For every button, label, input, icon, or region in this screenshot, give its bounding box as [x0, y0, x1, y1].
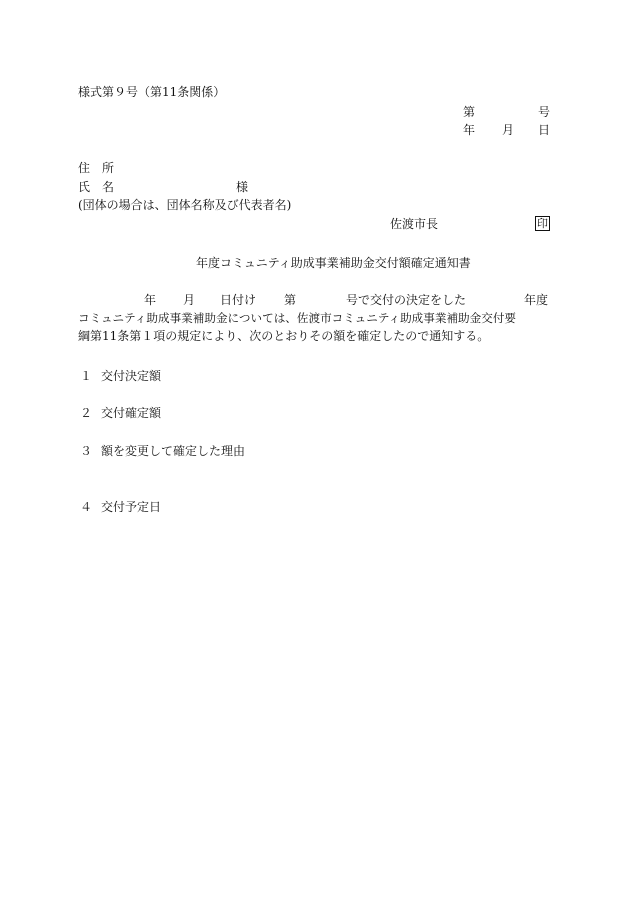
- item-2-label: 交付確定額: [101, 406, 162, 420]
- body-decision: 号で交付の決定をした: [346, 293, 467, 307]
- body-fiscal-year: 年度: [524, 293, 549, 307]
- seal-text: 印: [537, 217, 548, 230]
- item-4-label: 交付予定日: [101, 500, 162, 514]
- item-1-label: 交付決定額: [101, 369, 162, 383]
- body-line-2: コミュニティ助成事業補助金については、佐渡市コミュニティ助成事業補助金交付要: [78, 311, 517, 325]
- form-number: 様式第９号（第11条関係）: [78, 85, 226, 99]
- date-year: 年: [463, 123, 476, 137]
- body-year: 年: [144, 293, 157, 307]
- item-3-label: 額を変更して確定した理由: [101, 444, 246, 458]
- name-label: 氏 名: [78, 180, 115, 194]
- document-title: 年度コミュニティ助成事業補助金交付額確定通知書: [196, 256, 471, 270]
- honorific: 様: [236, 180, 249, 194]
- item-1-number: １: [80, 369, 93, 383]
- body-no: 第: [284, 293, 297, 307]
- item-3-number: ３: [80, 444, 93, 458]
- item-2-number: ２: [80, 406, 93, 420]
- group-note: (団体の場合は、団体名称及び代表者名): [78, 198, 292, 212]
- address-label: 住 所: [78, 161, 115, 175]
- seal-mark: [535, 216, 550, 231]
- item-4-number: ４: [80, 500, 93, 514]
- doc-number-prefix: 第: [463, 105, 476, 119]
- body-month: 月: [183, 293, 196, 307]
- body-line-3: 綱第11条第１項の規定により、次のとおりその額を確定したので通知する。: [78, 329, 490, 343]
- issuer-name: 佐渡市長: [390, 217, 439, 231]
- date-day: 日: [538, 123, 551, 137]
- date-month: 月: [502, 123, 515, 137]
- body-dated: 日付け: [220, 293, 257, 307]
- doc-number-suffix: 号: [538, 105, 551, 119]
